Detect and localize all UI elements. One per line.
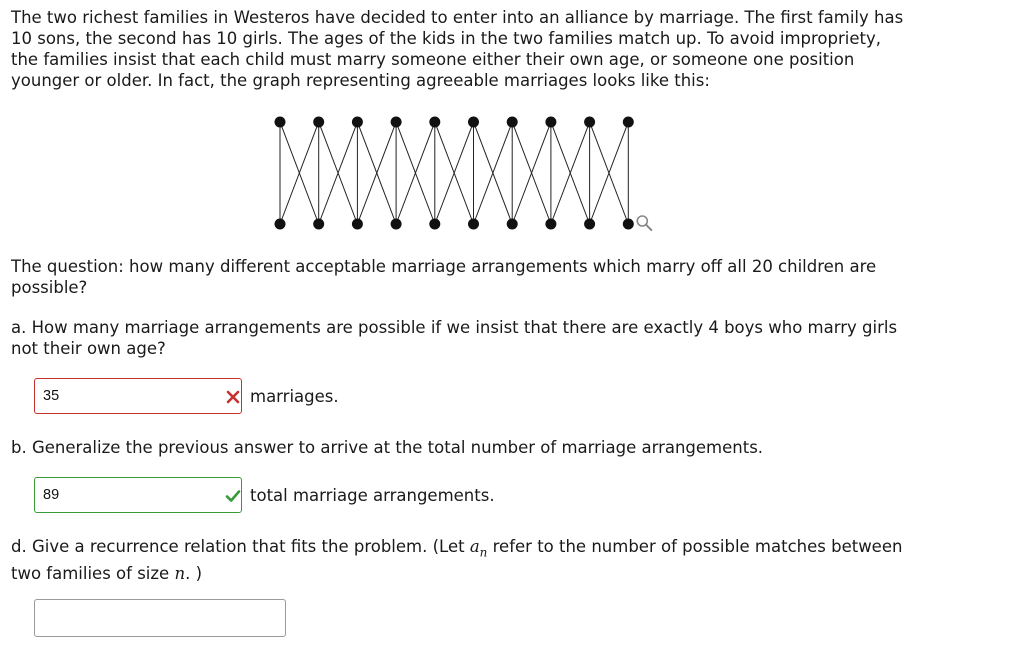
- incorrect-x-icon: [224, 388, 242, 406]
- graph-vertex-bottom: [623, 219, 634, 230]
- graph-vertex-bottom: [584, 219, 595, 230]
- part-b-answer-input[interactable]: [34, 477, 242, 513]
- part-d-prompt-before: d. Give a recurrence relation that fits the problem. (Let: [11, 537, 470, 556]
- part-d-prompt: [11, 536, 911, 584]
- graph-vertex-top: [391, 117, 402, 128]
- var-a: a: [469, 537, 480, 556]
- question-paragraph: The question: how many different acceptable marriage arrangements which marry off all 20 children are possible?: [11, 257, 877, 297]
- graph-vertex-bottom: [545, 219, 556, 230]
- graph-vertex-bottom: [468, 219, 479, 230]
- var-n: n: [174, 564, 186, 584]
- part-b-prompt: b. Generalize the previous answer to arrive at the total number of marriage arrangements.: [11, 438, 764, 457]
- magnifier-icon[interactable]: [637, 216, 651, 230]
- graph-vertex-top: [584, 117, 595, 128]
- part-b-suffix: total marriage arrangements.: [250, 486, 495, 505]
- part-a-prompt: a. How many marriage arrangements are possible if we insist that there are exactly 4 boys who marry girls not their own age?: [11, 318, 898, 358]
- graph-vertex-top: [507, 117, 518, 128]
- part-a-suffix: marriages.: [250, 387, 339, 406]
- part-d-answer-input[interactable]: [34, 599, 286, 637]
- graph-vertex-bottom: [391, 219, 402, 230]
- graph-vertex-bottom: [275, 219, 286, 230]
- var-a-subscript: n: [479, 545, 488, 560]
- graph-vertex-bottom: [429, 219, 440, 230]
- graph-vertex-top: [545, 117, 556, 128]
- graph-vertex-top: [623, 117, 634, 128]
- graph-vertex-bottom: [352, 219, 363, 230]
- graph-vertex-bottom: [313, 219, 324, 230]
- part-d-prompt-middle: refer to the number of possible matches between two families of size: [11, 537, 903, 584]
- part-d-prompt-after: . ): [185, 564, 203, 584]
- graph-vertex-top: [275, 117, 286, 128]
- graph-vertex-top: [313, 117, 324, 128]
- graph-vertex-top: [468, 117, 479, 128]
- marriage-graph: [270, 112, 660, 238]
- part-a-answer-input[interactable]: [34, 378, 242, 414]
- graph-vertex-top: [429, 117, 440, 128]
- correct-check-icon: [224, 487, 242, 505]
- intro-paragraph: The two richest families in Westeros have decided to enter into an alliance by marriage. The first family has 10 sons, the second has 10 girls. The ages of the kids in the two families match up. To avoid impropriety, the families insist that each child must marry someone either their own age, or someone one position younger or older. In fact, the graph representing agreeable marriages looks like this:: [11, 8, 904, 90]
- graph-vertex-bottom: [507, 219, 518, 230]
- graph-vertex-top: [352, 117, 363, 128]
